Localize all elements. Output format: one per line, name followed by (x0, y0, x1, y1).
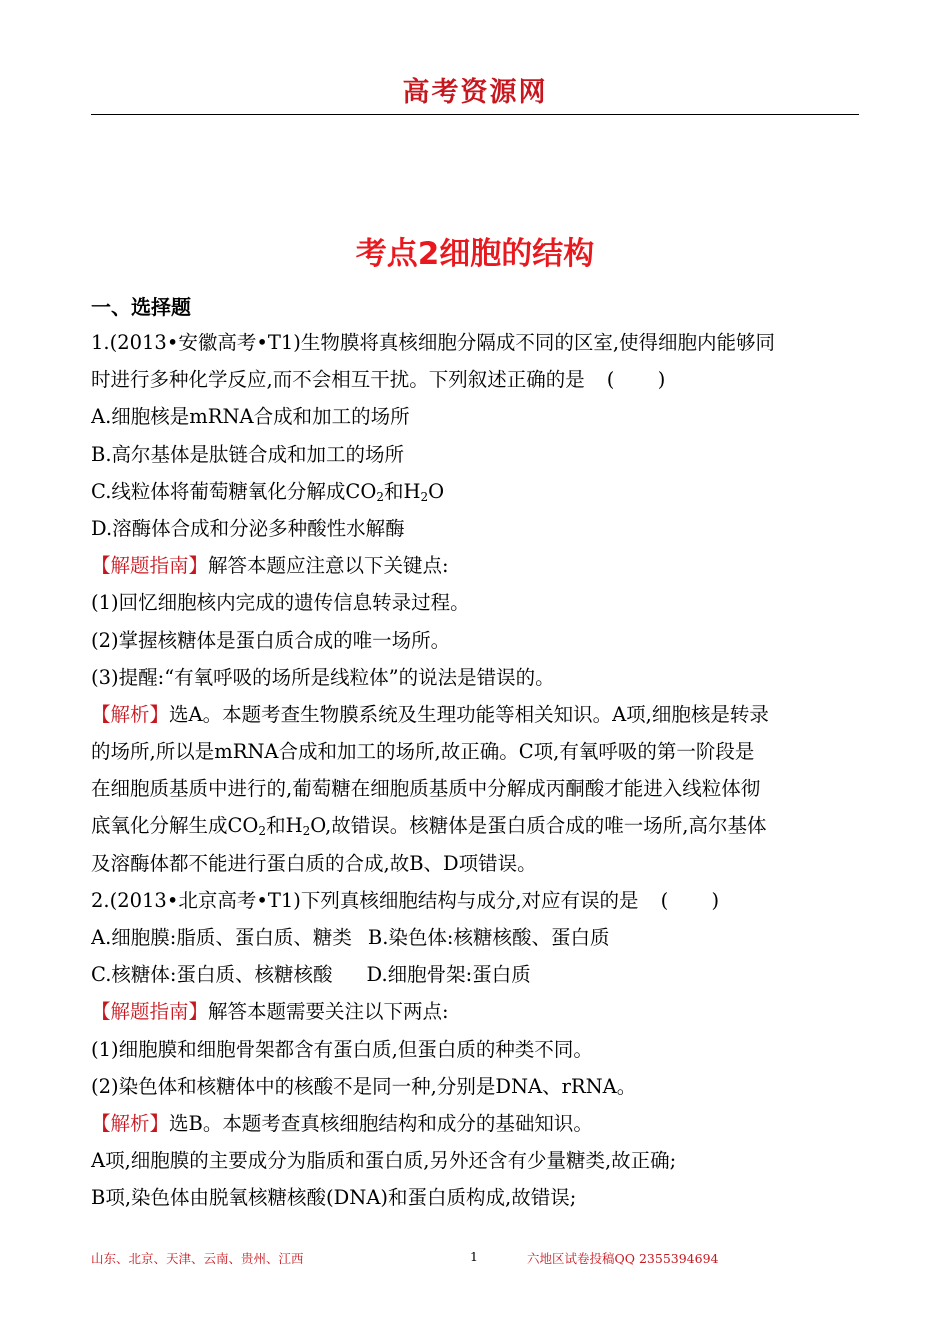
q1-option-d: D.溶酶体合成和分泌多种酸性水解酶 (91, 516, 405, 540)
header-logo: 高考资源网 (402, 77, 548, 108)
q2-answer-bracket: ( ) (660, 888, 720, 912)
q1-stem-line-1: 1.(2013•安徽高考•T1)生物膜将真核细胞分隔成不同的区室,使得细胞内能够同 (91, 331, 776, 354)
analysis-text: 和H (266, 814, 303, 838)
q1-stem-text: 时进行多种化学反应,而不会相互干扰。下列叙述正确的是 (91, 368, 585, 392)
q1-option-b: B.高尔基体是肽链合成和加工的场所 (91, 442, 405, 466)
q2-stem (91, 882, 861, 919)
q2-option-d: D.细胞骨架:蛋白质 (366, 963, 531, 987)
q2-guide-point-1: (1)细胞膜和细胞骨架都含有蛋白质,但蛋白质的种类不同。 (91, 1037, 593, 1061)
section-heading: 一、选择题 (91, 295, 191, 319)
q2-option-c: C.核糖体:蛋白质、核糖核酸 (91, 963, 333, 987)
document-body (91, 324, 861, 1217)
subscript: 2 (376, 489, 384, 504)
guide-text: 解答本题需要关注以下两点: (208, 1000, 449, 1024)
guide-tag: 【解题指南】 (91, 554, 209, 578)
q2-options-cd (91, 956, 861, 993)
subscript: 2 (258, 824, 267, 839)
q1-answer-bracket: ( ) (606, 368, 666, 392)
q1-guide-point-2: (2)掌握核糖体是蛋白质合成的唯一场所。 (91, 628, 451, 652)
q1-analysis-line-3: 在细胞质基质中进行的,葡萄糖在细胞质基质中分解成丙酮酸才能进入线粒体彻 (91, 777, 761, 801)
q1-analysis-line-2: 的场所,所以是mRNA合成和加工的场所,故正确。C项,有氧呼吸的第一阶段是 (91, 740, 755, 764)
footer-regions: 山东、北京、天津、云南、贵州、江西 (91, 1251, 304, 1266)
footer-page-number: 1 (470, 1249, 478, 1264)
q2-option-b: B.染色体:核糖核酸、蛋白质 (367, 926, 610, 949)
analysis-text: 底氧化分解生成CO (91, 814, 259, 838)
q2-option-a: A.细胞膜:脂质、蛋白质、糖类 (91, 926, 352, 949)
q2-guide-heading (91, 993, 861, 1030)
q1-option-c-text: C.线粒体将葡萄糖氧化分解成CO (91, 479, 377, 503)
header-divider (91, 114, 859, 115)
analysis-tag: 【解析】 (91, 1111, 170, 1135)
q1-analysis-line-5: 及溶酶体都不能进行蛋白质的合成,故B、D项错误。 (91, 851, 537, 875)
analysis-tag: 【解析】 (91, 702, 170, 726)
q1-option-c (91, 473, 861, 510)
analysis-text: O,故错误。核糖体是蛋白质合成的唯一场所,高尔基体 (310, 814, 767, 838)
q2-guide-point-2: (2)染色体和核糖体中的核酸不是同一种,分别是DNA、rRNA。 (91, 1074, 637, 1098)
subscript: 2 (420, 489, 429, 504)
q1-option-a: A.细胞核是mRNA合成和加工的场所 (91, 405, 410, 429)
q1-guide-heading (91, 547, 861, 584)
subscript: 2 (302, 824, 311, 839)
q1-option-c-text: O (428, 479, 445, 503)
q2-analysis-line-1 (91, 1105, 861, 1142)
q2-options-ab (91, 919, 861, 956)
q1-guide-point-1: (1)回忆细胞核内完成的遗传信息转录过程。 (91, 591, 470, 615)
q2-analysis-line-3: B项,染色体由脱氧核糖核酸(DNA)和蛋白质构成,故错误; (91, 1186, 577, 1210)
guide-text: 解答本题应注意以下关键点: (208, 554, 449, 578)
q1-analysis-line-1 (91, 696, 861, 733)
analysis-text: 选A。本题考查生物膜系统及生理功能等相关知识。A项,细胞核是转录 (169, 702, 769, 726)
footer-contact: 六地区试卷投稿QQ 2355394694 (527, 1251, 719, 1266)
analysis-text: 选B。本题考查真核细胞结构和成分的基础知识。 (169, 1111, 593, 1135)
guide-tag: 【解题指南】 (91, 1000, 209, 1024)
q1-option-c-text: 和H (383, 479, 421, 503)
q1-analysis-line-4 (91, 807, 861, 844)
q2-analysis-line-2: A项,细胞膜的主要成分为脂质和蛋白质,另外还含有少量糖类,故正确; (91, 1149, 677, 1173)
q2-stem-text: 2.(2013•北京高考•T1)下列真核细胞结构与成分,对应有误的是 (91, 888, 639, 912)
q1-stem-line-2 (91, 361, 861, 398)
page-title: 考点2细胞的结构 (355, 236, 595, 272)
q1-guide-point-3: (3)提醒:“有氧呼吸的场所是线粒体”的说法是错误的。 (91, 665, 555, 689)
